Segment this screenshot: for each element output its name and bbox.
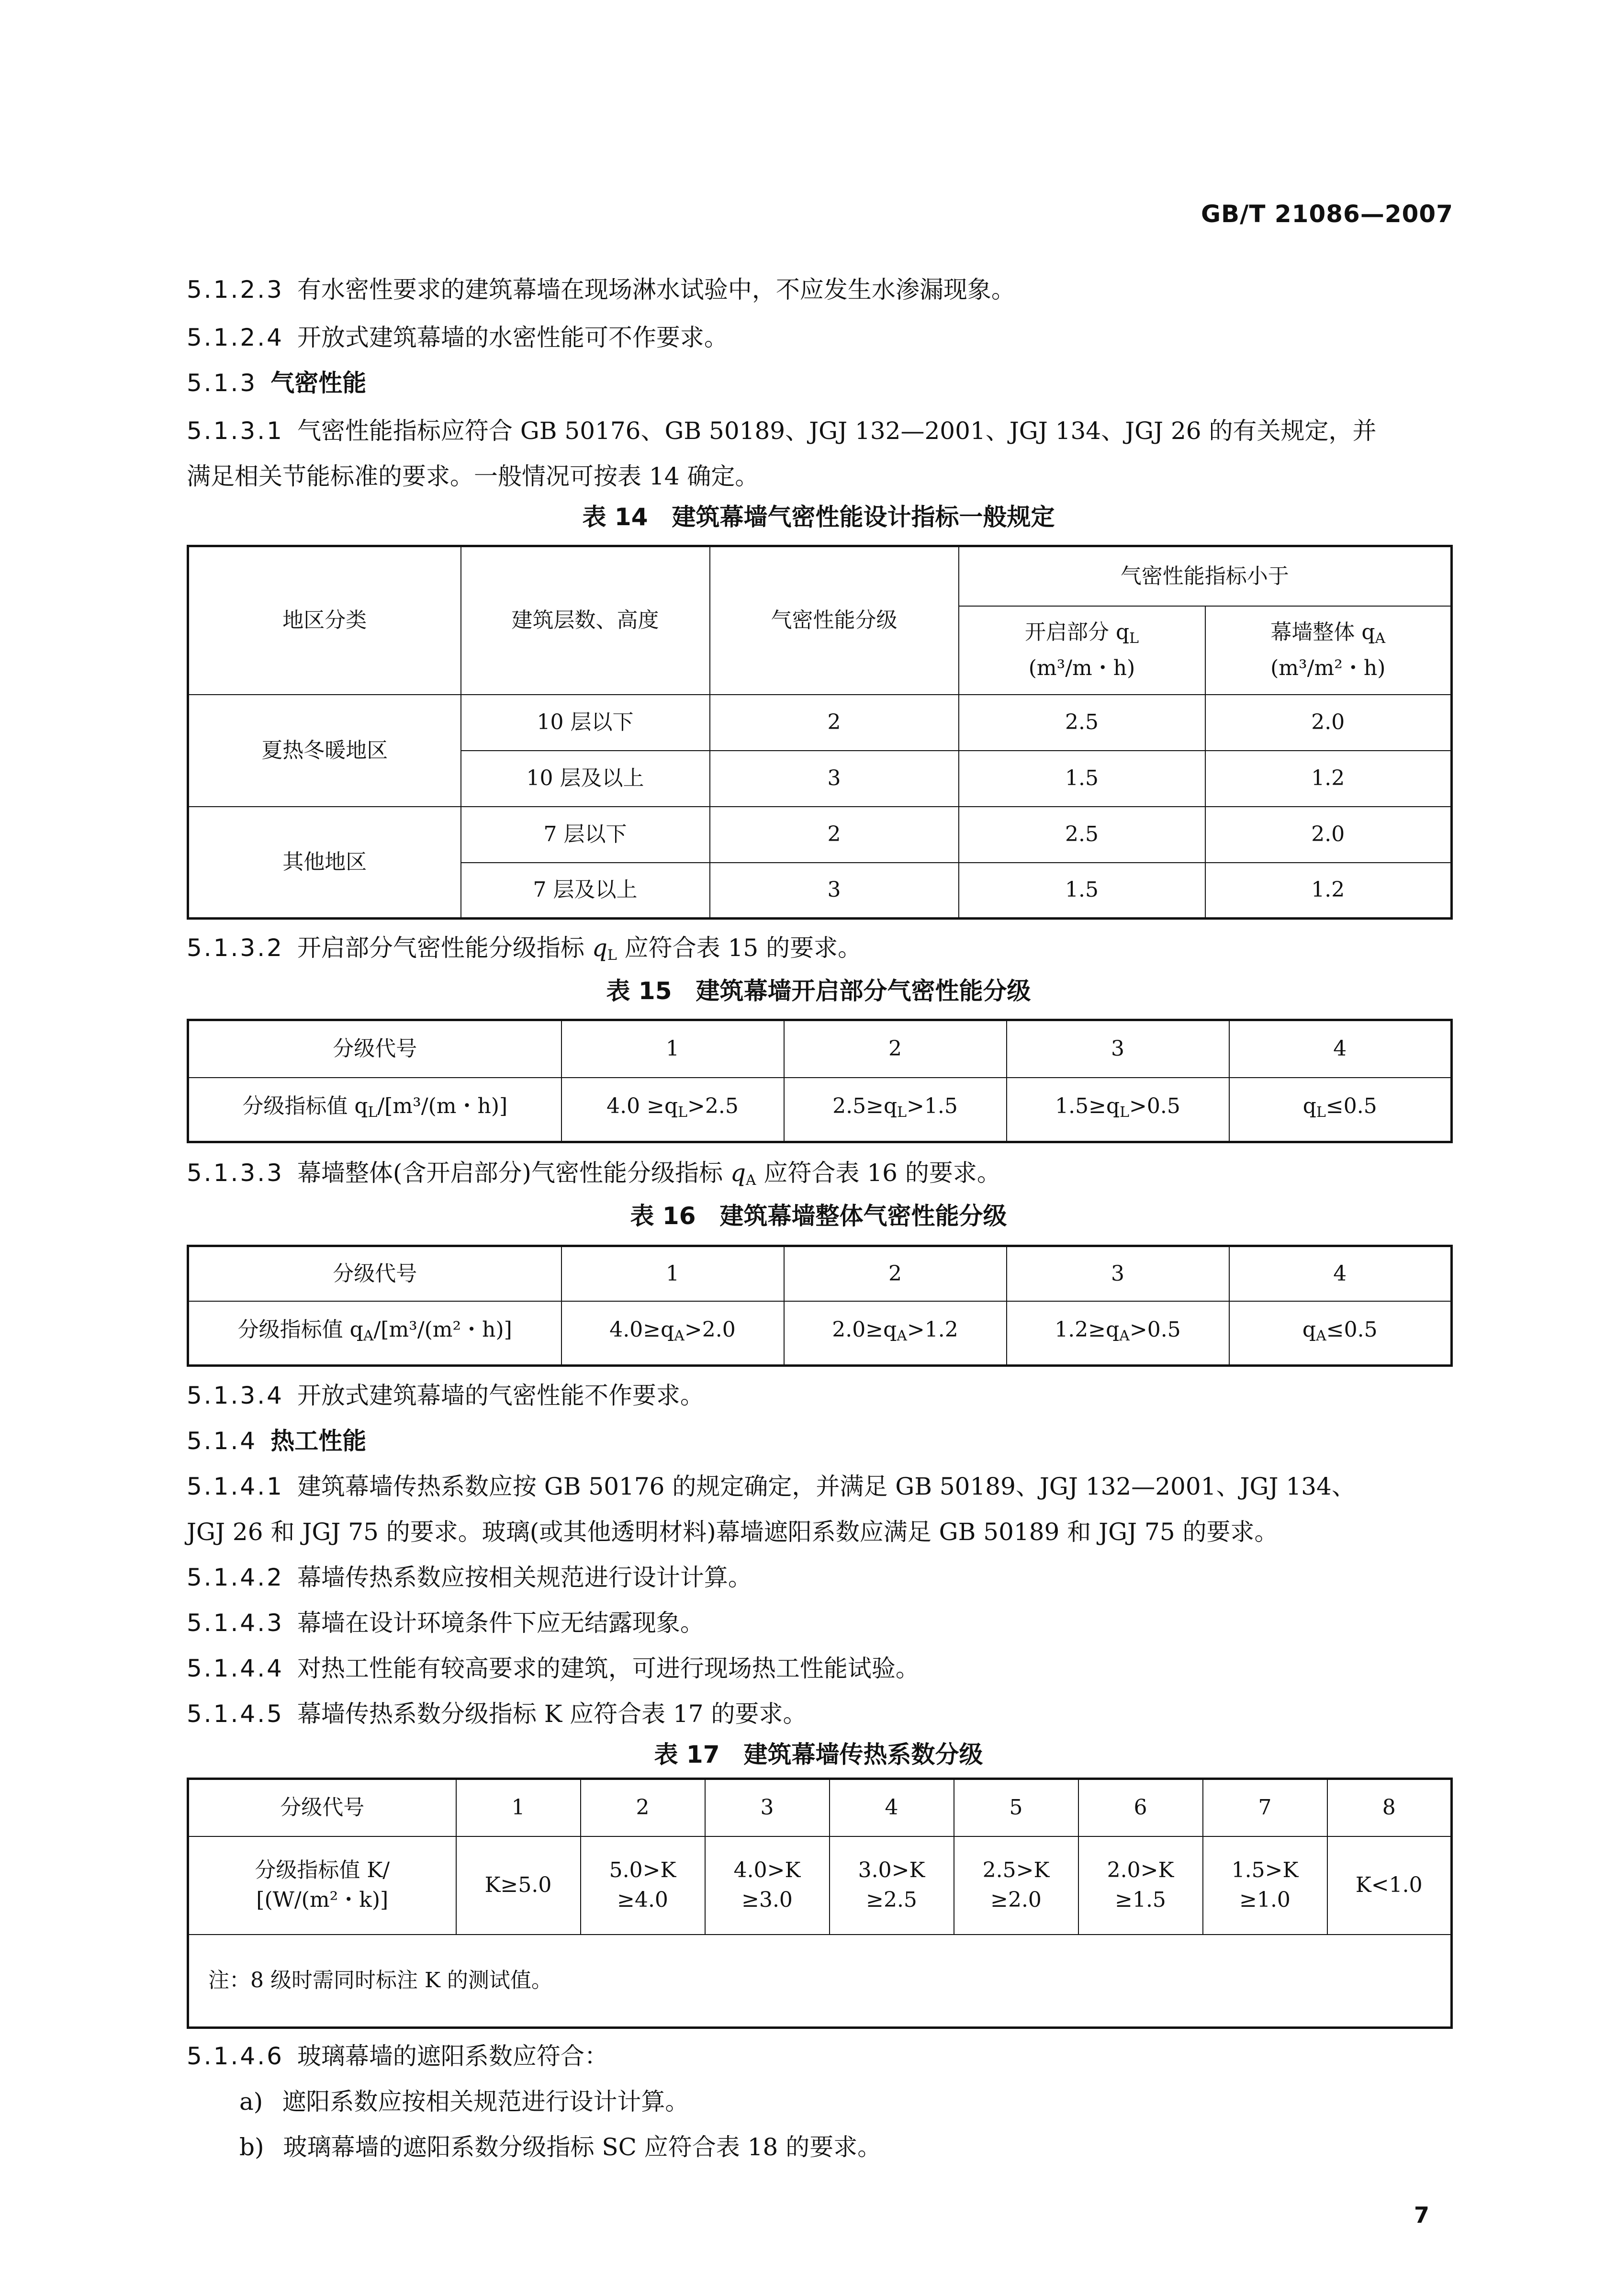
cell-value: K≥5.0 [456, 1836, 581, 1935]
cell-whole: 1.2 [1205, 751, 1452, 807]
cell-value: 5.0>K ≥4.0 [581, 1836, 705, 1935]
clause-number: 5.1.4 [187, 1427, 258, 1455]
cell-whole: 2.0 [1205, 807, 1452, 863]
cell-code: 2 [784, 1246, 1007, 1301]
clause-text: 气密性能指标应符合 GB 50176、GB 50189、JGJ 132—2001、JGJ 134、JGJ 26 的有关规定，并 [297, 417, 1377, 445]
header-value: 分级指标值 $q_L/[m^3/(m$・h)] [188, 1078, 561, 1142]
cell-code: 1 [561, 1246, 784, 1301]
clause-5-1-3-3: 5.1.3.3 幕墙整体(含开启部分)气密性能分级指标 $q_A$ 应符合表 16 的要求。 [187, 1159, 1001, 1189]
clause-5-1-2-3 [187, 266, 1450, 314]
cell-value: 4.0>K ≥3.0 [705, 1836, 830, 1935]
clause-text: 幕墙在设计环境条件下应无结露现象。 [297, 1609, 704, 1637]
document-code: GB/T 21086—2007 [1201, 200, 1453, 228]
cell-floors: 7 层以下 [461, 807, 710, 863]
cell-value: $2.0\ge q_A>1.2$ [784, 1301, 1007, 1366]
clause-5-1-3-1-continued [187, 452, 1450, 500]
table-row [188, 1836, 1452, 1935]
list-item-a [239, 2078, 1388, 2126]
cell-value: 2.0>K ≥1.5 [1078, 1836, 1203, 1935]
table-17 [187, 1778, 1453, 2029]
cell-code: 2 [581, 1779, 705, 1836]
clause-5-1-4-6 [187, 2032, 1450, 2080]
cell-floors: 10 层以下 [461, 695, 710, 751]
clause-text: 对热工性能有较高要求的建筑，可进行现场热工性能试验。 [297, 1654, 920, 1682]
cell-open: 2.5 [959, 695, 1205, 751]
clause-text: 玻璃幕墙的遮阳系数应符合： [297, 2042, 608, 2070]
clause-number: 5.1.4.1 [187, 1473, 284, 1500]
list-label: a) [239, 2088, 263, 2116]
cell-value: $q_L\le 0.5$ [1229, 1078, 1452, 1142]
cell-code: 3 [1007, 1246, 1229, 1301]
header-code: 分级代号 [188, 1779, 456, 1836]
cell-value: 1.5>K ≥1.0 [1203, 1836, 1327, 1935]
header-floors: 建筑层数、高度 [461, 546, 710, 695]
clause-text: 幕墙传热系数应按相关规范进行设计计算。 [297, 1564, 752, 1591]
clause-5-1-4-1-continued [187, 1508, 1450, 1556]
table-16-caption: 表 16 建筑幕墙整体气密性能分级 [630, 1202, 1007, 1230]
cell-code: 5 [954, 1779, 1078, 1836]
clause-5-1-4-2 [187, 1553, 1450, 1601]
cell-code: 6 [1078, 1779, 1203, 1836]
cell-code: 3 [705, 1779, 830, 1836]
cell-grade: 3 [710, 863, 959, 919]
cell-whole: 2.0 [1205, 695, 1452, 751]
header-limit: 气密性能指标小于 [959, 546, 1452, 606]
clause-5-1-3-2: 5.1.3.2 开启部分气密性能分级指标 $q_L$ 应符合表 15 的要求。 [187, 934, 862, 964]
page-number: 7 [1414, 2202, 1429, 2228]
cell-code: 4 [1229, 1020, 1452, 1078]
cell-code: 1 [561, 1020, 784, 1078]
clause-number: 5.1.4.5 [187, 1700, 284, 1728]
cell-open: 1.5 [959, 751, 1205, 807]
clause-5-1-4-4 [187, 1644, 1450, 1692]
cell-value: $2.5\ge q_L>1.5$ [784, 1078, 1007, 1142]
cell-code: 1 [456, 1779, 581, 1836]
header-code: 分级代号 [188, 1020, 561, 1078]
cell-value: 2.5>K ≥2.0 [954, 1836, 1078, 1935]
cell-open: 2.5 [959, 807, 1205, 863]
header-region: 地区分类 [188, 546, 461, 695]
header-code: 分级代号 [188, 1246, 561, 1301]
clause-text: 开放式建筑幕墙的水密性能可不作要求。 [297, 324, 728, 351]
clause-number: 5.1.3.3 [187, 1159, 284, 1187]
table-row [188, 695, 1452, 751]
cell-grade: 2 [710, 807, 959, 863]
header-value: 分级指标值 $q_A/[m^3/(m^2$・h)] [188, 1301, 561, 1366]
clause-5-1-3-4 [187, 1372, 1450, 1419]
clause-number: 5.1.2.4 [187, 324, 284, 351]
clause-5-1-4-5 [187, 1690, 1450, 1738]
clause-5-1-4 [187, 1417, 1450, 1465]
cell-value: $1.2\ge q_A>0.5$ [1007, 1301, 1229, 1366]
clause-text: 满足相关节能标准的要求。一般情况可按表 14 确定。 [187, 462, 759, 490]
clause-number: 5.1.3.4 [187, 1382, 284, 1409]
header-open-part: 开启部分 $q_L$ (m³/m・h) [959, 606, 1205, 695]
table-note: 注：8 级时需同时标注 K 的测试值。 [188, 1935, 1452, 2028]
table-row [188, 1020, 1452, 1078]
cell-floors: 7 层及以上 [461, 863, 710, 919]
cell-code: 8 [1327, 1779, 1452, 1836]
clause-5-1-3 [187, 359, 1450, 407]
header-grade: 气密性能分级 [710, 546, 959, 695]
clause-number: 5.1.4.6 [187, 2042, 284, 2070]
cell-value: $4.0 \ge q_L>2.5$ [561, 1078, 784, 1142]
section-heading: 气密性能 [270, 369, 367, 397]
table-row [188, 807, 1452, 863]
clause-5-1-4-3 [187, 1599, 1450, 1647]
header-value: 分级指标值 K/ [(W/(m²・k)] [188, 1836, 456, 1935]
cell-value: $4.0\ge q_A>2.0$ [561, 1301, 784, 1366]
clause-number: 5.1.4.2 [187, 1564, 284, 1591]
cell-code: 3 [1007, 1020, 1229, 1078]
cell-whole: 1.2 [1205, 863, 1452, 919]
cell-value: K<1.0 [1327, 1836, 1452, 1935]
list-text: 遮阳系数应按相关规范进行设计计算。 [282, 2088, 689, 2116]
table-15-caption: 表 15 建筑幕墙开启部分气密性能分级 [606, 977, 1031, 1005]
clause-number: 5.1.3 [187, 369, 258, 397]
cell-value: 3.0>K ≥2.5 [830, 1836, 954, 1935]
clause-text: 有水密性要求的建筑幕墙在现场淋水试验中，不应发生水渗漏现象。 [297, 276, 1015, 304]
cell-grade: 2 [710, 695, 959, 751]
cell-value: $1.5\ge q_L>0.5$ [1007, 1078, 1229, 1142]
table-row [188, 1779, 1452, 1836]
table-row [188, 1301, 1452, 1366]
cell-code: 2 [784, 1020, 1007, 1078]
clause-text: 幕墙传热系数分级指标 K 应符合表 17 的要求。 [297, 1700, 807, 1728]
clause-5-1-2-4 [187, 314, 1450, 361]
clause-text: 建筑幕墙传热系数应按 GB 50176 的规定确定，并满足 GB 50189、JGJ 132—2001、JGJ 134、 [297, 1473, 1356, 1500]
list-item-b [239, 2123, 1388, 2171]
table-17-caption: 表 17 建筑幕墙传热系数分级 [654, 1741, 983, 1768]
table-note-row [188, 1935, 1452, 2028]
clause-number: 5.1.3.1 [187, 417, 284, 445]
cell-code: 4 [830, 1779, 954, 1836]
cell-floors: 10 层及以上 [461, 751, 710, 807]
cell-region: 其他地区 [188, 807, 461, 919]
header-whole-wall: 幕墙整体 $q_A$ (m³/m²・h) [1205, 606, 1452, 695]
table-15 [187, 1019, 1453, 1143]
cell-value: $q_A\le 0.5$ [1229, 1301, 1452, 1366]
list-text: 玻璃幕墙的遮阳系数分级指标 SC 应符合表 18 的要求。 [283, 2133, 882, 2161]
table-row [188, 1246, 1452, 1301]
table-16 [187, 1245, 1453, 1367]
clause-number: 5.1.2.3 [187, 276, 284, 304]
cell-grade: 3 [710, 751, 959, 807]
table-14 [187, 545, 1453, 920]
clause-text: 开放式建筑幕墙的气密性能不作要求。 [297, 1382, 704, 1409]
clause-number: 5.1.3.2 [187, 934, 284, 962]
table-row [188, 1078, 1452, 1142]
cell-region: 夏热冬暖地区 [188, 695, 461, 807]
clause-number: 5.1.4.4 [187, 1654, 284, 1682]
section-heading: 热工性能 [270, 1427, 367, 1455]
cell-open: 1.5 [959, 863, 1205, 919]
clause-5-1-4-1 [187, 1463, 1450, 1510]
table-14-caption: 表 14 建筑幕墙气密性能设计指标一般规定 [582, 503, 1055, 531]
clause-number: 5.1.4.3 [187, 1609, 284, 1637]
clause-5-1-3-1 [187, 407, 1450, 455]
cell-code: 7 [1203, 1779, 1327, 1836]
list-label: b) [239, 2133, 264, 2161]
cell-code: 4 [1229, 1246, 1452, 1301]
clause-text: JGJ 26 和 JGJ 75 的要求。玻璃(或其他透明材料)幕墙遮阳系数应满足 GB 50189 和 JGJ 75 的要求。 [187, 1518, 1279, 1546]
